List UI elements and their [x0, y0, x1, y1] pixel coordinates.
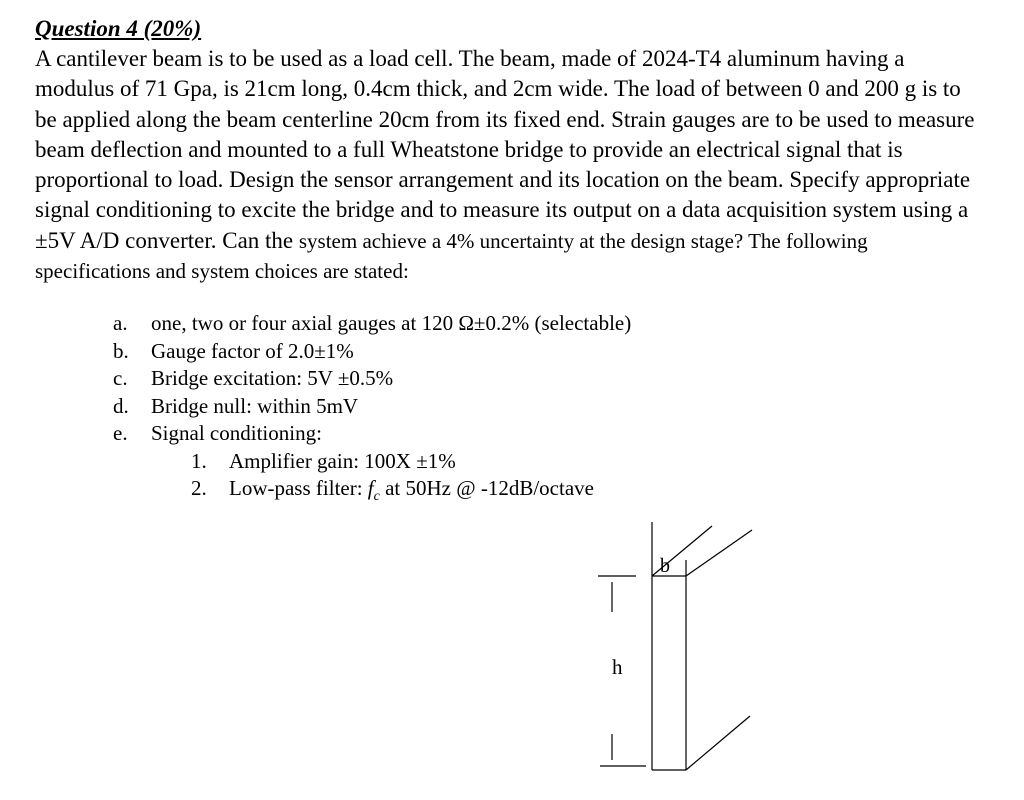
signal-conditioning-list	[191, 448, 853, 511]
signal-conditioning-item-2	[191, 475, 853, 511]
spec-text: Gauge factor of 2.0±1%	[151, 338, 354, 363]
sublist-marker: 2.	[191, 476, 207, 500]
sublist-text: Amplifier gain: 100X ±1%	[229, 448, 456, 473]
spec-item-d	[113, 393, 813, 421]
question-title: Question 4 (20%)	[35, 16, 202, 41]
sublist-text-prefix: Low-pass filter:	[229, 476, 368, 500]
height-label-h: h	[612, 655, 623, 679]
spec-item-c	[113, 365, 813, 393]
spec-item-a	[113, 310, 813, 338]
cutoff-symbol-subscript: c	[373, 489, 380, 505]
beam-cross-section-diagram	[590, 512, 780, 782]
spec-text: Signal conditioning:	[151, 421, 322, 445]
question-body	[35, 44, 975, 286]
spec-text: Bridge null: within 5mV	[151, 393, 359, 418]
spec-text: Bridge excitation: 5V ±0.5%	[151, 366, 394, 390]
spec-text: one, two or four axial gauges at 120 Ω±0.2% (selectable)	[151, 311, 632, 335]
spec-marker: b.	[113, 338, 129, 363]
spec-marker: e.	[113, 421, 128, 445]
signal-conditioning-item-1	[191, 448, 853, 476]
cutoff-symbol-f: f	[367, 476, 374, 500]
question-page	[35, 14, 975, 286]
sublist-text-suffix: at 50Hz @ -12dB/octave	[379, 476, 594, 500]
sublist-marker: 1.	[191, 448, 207, 473]
cutoff-frequency-symbol	[367, 476, 380, 505]
beam-perspective-bottom	[686, 716, 750, 770]
spec-item-e	[113, 420, 813, 511]
spec-list	[113, 310, 813, 511]
beam-perspective-top-right	[686, 530, 752, 576]
question-body-main: A cantilever beam is to be used as a load cell. The beam, made of 2024-T4 aluminum having a modulus of 71 Gpa, is 21cm long, 0.4cm thick, and 2cm wide. The load of between 0 and 200 g is to be applied along the beam centerline 20cm from its fixed end. Strain gauges are to be used to measure beam deflection and mounted to a full Wheatstone bridge to provide an electrical signal that is proportional to load. Design the sensor arrangement and its location on the beam. Specify appropriate signal conditioning to excite the bridge and to measure its output on a data acquisition system using a ±5V A/D converter. Can the	[35, 46, 975, 253]
question-body-continued: system achieve a 4% uncertainty at the design stage? The following specifications and system choices are stated:	[35, 228, 868, 284]
width-label-b: b	[660, 555, 670, 577]
spec-item-b	[113, 338, 813, 366]
spec-marker: d.	[113, 393, 129, 418]
spec-marker: c.	[113, 366, 128, 390]
spec-marker: a.	[113, 311, 128, 335]
